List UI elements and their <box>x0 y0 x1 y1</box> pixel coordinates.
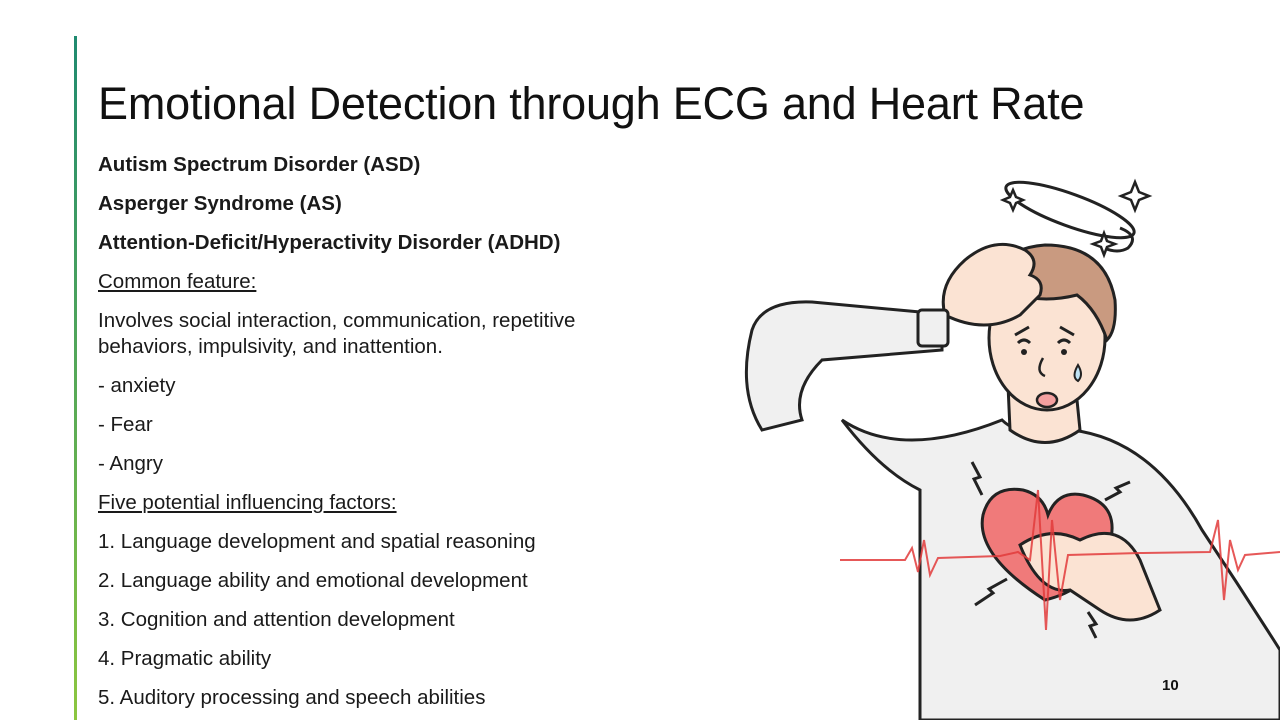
factor-item: 5. Auditory processing and speech abilities <box>98 686 486 709</box>
condition-asd: Autism Spectrum Disorder (ASD) <box>98 153 421 176</box>
dizzy-swirl-icon <box>1001 172 1140 251</box>
emotion-item: - Angry <box>98 452 163 475</box>
accent-bar <box>74 36 77 720</box>
factor-item: 4. Pragmatic ability <box>98 647 272 670</box>
factor-item: 2. Language ability and emotional development <box>98 569 528 592</box>
raised-arm <box>746 302 942 430</box>
page-number: 10 <box>1162 677 1179 694</box>
emotion-item: - Fear <box>98 413 153 436</box>
condition-as: Asperger Syndrome (AS) <box>98 192 342 215</box>
factor-item: 3. Cognition and attention development <box>98 608 455 631</box>
factors-heading: Five potential influencing factors: <box>98 491 397 514</box>
common-feature-text: Involves social interaction, communication, repetitive behaviors, impulsivity, and inattention. <box>98 309 576 358</box>
sparkle-icon <box>1121 182 1149 210</box>
condition-adhd: Attention-Deficit/Hyperactivity Disorder (ADHD) <box>98 231 561 254</box>
slide-title: Emotional Detection through ECG and Heart Rate <box>98 78 1085 129</box>
factor-item: 1. Language development and spatial reasoning <box>98 530 536 553</box>
emotion-item: - anxiety <box>98 374 176 397</box>
stressed-person-holding-heart-ecg-icon <box>740 170 1280 720</box>
slide-body <box>98 152 658 724</box>
common-feature-heading: Common feature: <box>98 270 257 293</box>
